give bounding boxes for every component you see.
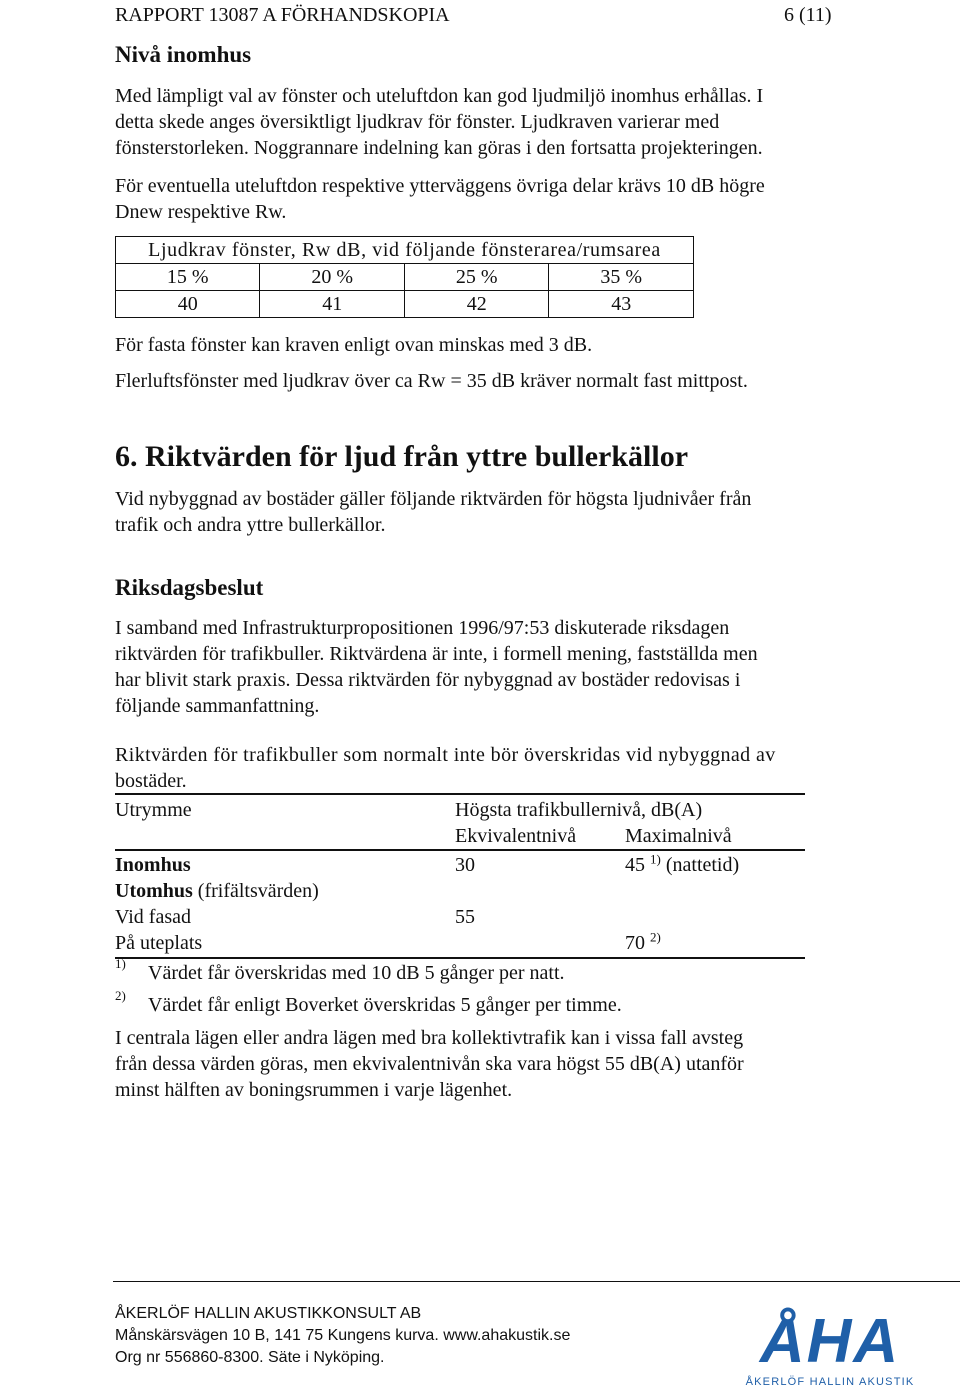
footer-address: Månskärsvägen 10 B, 141 75 Kungens kurva. www.ahakustik.se xyxy=(115,1327,571,1344)
window-table-caption: Ljudkrav fönster, Rw dB, vid följande fönsterarea/rumsarea xyxy=(116,237,694,264)
indoor-p4: Flerluftsfönster med ljudkrav över ca Rw = 35 dB kräver normalt fast mittpost. xyxy=(115,370,748,392)
footnote-ref-1: 1) xyxy=(650,851,661,867)
table-bottom-rule xyxy=(115,957,805,959)
section-6-intro-line1: Vid nybyggnad av bostäder gäller följande riktvärden för högsta ljudnivåer från xyxy=(115,488,752,510)
heading-riksdagsbeslut: Riksdagsbeslut xyxy=(115,575,264,600)
noise-table-caption-line1: Riktvärden för trafikbuller som normalt inte bör överskridas vid nybyggnad av xyxy=(115,744,776,766)
row-fasad-label: Vid fasad xyxy=(115,906,191,928)
footnote-2-text: Värdet får enligt Boverket överskridas 5 gånger per timme. xyxy=(148,994,622,1016)
report-title: RAPPORT 13087 A FÖRHANDSKOPIA xyxy=(115,4,450,26)
logo-letters: ÅHA xyxy=(759,1307,901,1376)
row-inomhus-ekv: 30 xyxy=(455,854,475,876)
section-6-heading: 6. Riktvärden för ljud från yttre bullerkällor xyxy=(115,440,689,473)
indoor-p1-line3: fönsterstorleken. Noggrannare indelning kan göras i den fortsatta projekteringen. xyxy=(115,137,763,159)
indoor-p2-line1: För eventuella uteluftdon respektive ytterväggens övriga delar krävs 10 dB högre xyxy=(115,175,765,197)
window-table-value: 41 xyxy=(260,291,404,318)
table-top-rule xyxy=(115,793,805,795)
footnote-ref-2: 2) xyxy=(650,929,661,945)
col-ekvivalent: Ekvivalentnivå xyxy=(455,825,577,847)
window-table-header: 20 % xyxy=(260,264,404,291)
footnote-1-text: Värdet får överskridas med 10 dB 5 gånger per natt. xyxy=(148,962,565,984)
riksdag-line2: riktvärden för trafikbuller. Riktvärdena är inte, i formell mening, fastställda men xyxy=(115,643,758,665)
col-maximal: Maximalnivå xyxy=(625,825,732,847)
row-inomhus-max-suffix: (nattetid) xyxy=(665,854,740,876)
indoor-p2-line2: Dnew respektive Rw. xyxy=(115,201,287,223)
table-header-rule xyxy=(115,849,805,851)
window-table-header: 35 % xyxy=(549,264,694,291)
indoor-p1-line2: detta skede anges översiktligt ljudkrav för fönster. Ljudkraven varierar med xyxy=(115,111,720,133)
row-inomhus-label: Inomhus xyxy=(115,854,191,876)
company-logo xyxy=(732,1292,928,1389)
indoor-p3: För fasta fönster kan kraven enligt ovan minskas med 3 dB. xyxy=(115,334,593,356)
col-group-header: Högsta trafikbullernivå, dB(A) xyxy=(455,799,703,821)
row-uteplats-label: På uteplats xyxy=(115,932,203,954)
riksdag-line1: I samband med Infrastrukturpropositionen 1996/97:53 diskuterade riksdagen xyxy=(115,617,730,639)
window-table-header: 15 % xyxy=(116,264,260,291)
window-table-value: 43 xyxy=(549,291,694,318)
noise-table-caption-line2: bostäder. xyxy=(115,770,187,792)
section-6-intro-line2: trafik och andra yttre bullerkällor. xyxy=(115,514,386,536)
window-table-header: 25 % xyxy=(404,264,548,291)
closing-line1: I centrala lägen eller andra lägen med bra kollektivtrafik kan i vissa fall avsteg xyxy=(115,1027,744,1049)
row-utomhus-suffix: (frifältsvärden) xyxy=(197,880,319,902)
logo-subtitle: ÅKERLÖF HALLIN AKUSTIK xyxy=(745,1376,915,1388)
closing-line3: minst hälften av boningsrummen i varje lägenhet. xyxy=(115,1079,513,1101)
row-uteplats-max xyxy=(625,930,661,956)
row-utomhus xyxy=(115,878,319,904)
row-uteplats-max-value: 70 xyxy=(625,932,645,954)
closing-line2: från dessa värden göras, men ekvivalentnivån ska vara högst 55 dB(A) utanför xyxy=(115,1053,744,1075)
footer-company: ÅKERLÖF HALLIN AKUSTIKKONSULT AB xyxy=(115,1305,422,1322)
window-table-value: 40 xyxy=(116,291,260,318)
page-number: 6 (11) xyxy=(784,4,832,26)
footer-org: Org nr 556860-8300. Säte i Nyköping. xyxy=(115,1349,385,1366)
riksdag-line3: har blivit stark praxis. Dessa riktvärden för nybyggnad av bostäder redovisas i xyxy=(115,669,741,691)
col-utrymme: Utrymme xyxy=(115,799,192,821)
footer-rule xyxy=(113,1281,960,1282)
row-inomhus-max xyxy=(625,852,739,878)
row-utomhus-label: Utomhus xyxy=(115,880,193,902)
window-table-value: 42 xyxy=(404,291,548,318)
heading-indoor: Nivå inomhus xyxy=(115,42,252,67)
footnote-1-mark: 1) xyxy=(115,956,126,971)
footnote-2-mark: 2) xyxy=(115,988,126,1003)
window-sound-table xyxy=(115,236,694,318)
row-inomhus-max-value: 45 xyxy=(625,854,645,876)
row-fasad-ekv: 55 xyxy=(455,906,475,928)
riksdag-line4: följande sammanfattning. xyxy=(115,695,320,717)
indoor-p1-line1: Med lämpligt val av fönster och uteluftdon kan god ljudmiljö inomhus erhållas. I xyxy=(115,85,764,107)
